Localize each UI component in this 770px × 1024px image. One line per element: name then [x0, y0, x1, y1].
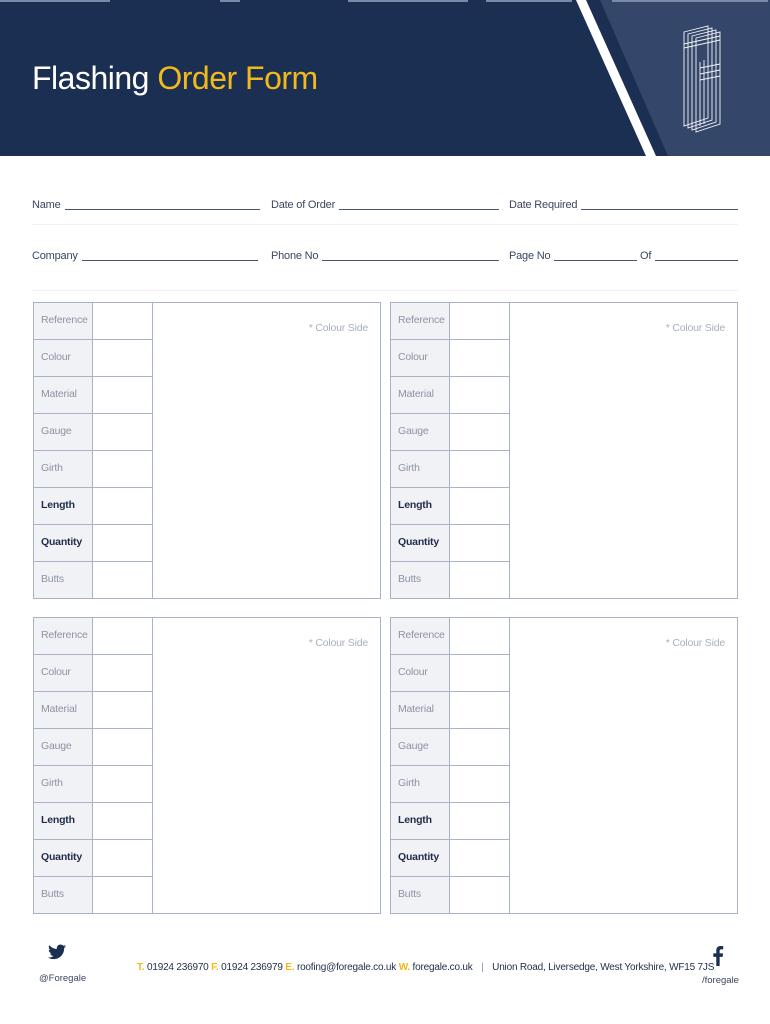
row-label: Girth [41, 462, 63, 474]
date-of-order-line [339, 208, 499, 210]
row-label: Length [41, 499, 75, 511]
card-row-gauge[interactable] [391, 729, 509, 766]
row-label: Material [41, 388, 77, 400]
row-label: Colour [41, 666, 71, 678]
card-row-girth[interactable] [391, 766, 509, 803]
company-label: Company [32, 250, 78, 262]
row-label: Gauge [41, 425, 72, 437]
email-key: E. [285, 962, 295, 973]
phone-line [322, 259, 499, 261]
title-flashing: Flashing [32, 60, 149, 96]
row-label: Length [398, 814, 432, 826]
card-row-reference[interactable] [391, 303, 509, 340]
card-row-girth[interactable] [34, 766, 152, 803]
page-no-field[interactable] [509, 241, 637, 265]
row-label: Reference [41, 629, 88, 641]
row-label: Butts [41, 888, 64, 900]
email-link[interactable]: roofing@foregale.co.uk [296, 962, 397, 973]
card-row-quantity[interactable] [391, 840, 509, 877]
fax-number: 01924 236979 [221, 962, 283, 973]
card-row-colour[interactable] [34, 655, 152, 692]
of-field[interactable] [640, 241, 738, 265]
address: Union Road, Liversedge, West Yorkshire, WF15 7JS [492, 962, 715, 973]
website-link[interactable]: foregale.co.uk [412, 962, 473, 973]
header-banner [0, 0, 770, 156]
title-order-form: Order Form [157, 60, 318, 96]
row-label: Girth [398, 462, 420, 474]
row-label: Gauge [398, 740, 429, 752]
card-row-reference[interactable] [391, 618, 509, 655]
card-row-quantity[interactable] [34, 840, 152, 877]
colour-side-note: * Colour Side [665, 322, 725, 334]
name-label: Name [32, 199, 61, 211]
card-row-colour[interactable] [391, 655, 509, 692]
card-row-length[interactable] [34, 803, 152, 840]
flashing-card-4 [390, 617, 738, 914]
card-row-gauge[interactable] [34, 414, 152, 451]
card-row-reference[interactable] [34, 618, 152, 655]
row-label: Reference [398, 314, 445, 326]
colour-side-note: * Colour Side [308, 322, 368, 334]
row-label: Reference [41, 314, 88, 326]
card-row-colour[interactable] [34, 340, 152, 377]
colour-side-note: * Colour Side [308, 637, 368, 649]
company-field[interactable] [32, 241, 258, 265]
row-label: Gauge [398, 425, 429, 437]
colour-side-note: * Colour Side [665, 637, 725, 649]
flashing-card-1 [33, 302, 381, 599]
row-label: Quantity [398, 536, 439, 548]
row-label: Quantity [41, 851, 82, 863]
row-label: Butts [398, 888, 421, 900]
card-row-butts[interactable] [391, 877, 509, 913]
card-row-material[interactable] [34, 692, 152, 729]
divider [32, 224, 738, 225]
flashing-card-3 [33, 617, 381, 914]
row-label: Butts [41, 573, 64, 585]
row-label: Gauge [41, 740, 72, 752]
twitter-icon[interactable] [48, 944, 66, 960]
foregale-f-logo-icon [680, 22, 722, 134]
row-label: Material [398, 703, 434, 715]
card-row-colour[interactable] [391, 340, 509, 377]
row-label: Length [398, 499, 432, 511]
card-row-gauge[interactable] [391, 414, 509, 451]
date-required-label: Date Required [509, 199, 578, 211]
row-label: Colour [398, 351, 428, 363]
card-row-reference[interactable] [34, 303, 152, 340]
page-no-label: Page No [509, 250, 551, 262]
card-row-quantity[interactable] [391, 525, 509, 562]
divider [32, 290, 738, 291]
fields-row-2 [32, 241, 738, 265]
separator: | [481, 962, 484, 973]
fields-row-1 [32, 190, 738, 214]
date-required-line [581, 208, 738, 210]
card-row-material[interactable] [34, 377, 152, 414]
row-label: Reference [398, 629, 445, 641]
flashing-card-2 [390, 302, 738, 599]
page-no-line [554, 259, 637, 261]
page-title [32, 58, 318, 98]
company-line [82, 259, 258, 261]
of-line [655, 259, 738, 261]
row-label: Colour [398, 666, 428, 678]
fax-key: F. [211, 962, 219, 973]
web-key: W. [398, 962, 410, 973]
date-of-order-field[interactable] [271, 190, 499, 214]
row-label: Length [41, 814, 75, 826]
phone-label: Phone No [271, 250, 319, 262]
card-row-butts[interactable] [34, 877, 152, 913]
footer [0, 940, 770, 1000]
contact-details [137, 962, 714, 973]
date-required-field[interactable] [509, 190, 738, 214]
date-of-order-label: Date of Order [271, 199, 336, 211]
row-label: Material [398, 388, 434, 400]
card-row-butts[interactable] [34, 562, 152, 598]
row-label: Butts [398, 573, 421, 585]
name-line [65, 208, 260, 210]
row-label: Quantity [41, 536, 82, 548]
phone-field[interactable] [271, 241, 499, 265]
card-row-material[interactable] [391, 377, 509, 414]
card-row-length[interactable] [391, 803, 509, 840]
card-row-material[interactable] [391, 692, 509, 729]
facebook-icon[interactable] [712, 946, 724, 966]
of-label: Of [640, 250, 652, 262]
row-label: Girth [398, 777, 420, 789]
row-label: Colour [41, 351, 71, 363]
row-label: Girth [41, 777, 63, 789]
card-row-girth[interactable] [391, 451, 509, 488]
phone-number[interactable]: 01924 236970 [146, 962, 209, 973]
card-row-length[interactable] [391, 488, 509, 525]
name-field[interactable] [32, 190, 260, 214]
facebook-handle[interactable]: /foregale [702, 975, 739, 986]
row-label: Quantity [398, 851, 439, 863]
card-row-butts[interactable] [391, 562, 509, 598]
row-label: Material [41, 703, 77, 715]
card-row-gauge[interactable] [34, 729, 152, 766]
card-row-quantity[interactable] [34, 525, 152, 562]
twitter-handle[interactable]: @Foregale [39, 973, 87, 984]
card-row-length[interactable] [34, 488, 152, 525]
card-row-girth[interactable] [34, 451, 152, 488]
phone-key: T. [137, 962, 145, 973]
